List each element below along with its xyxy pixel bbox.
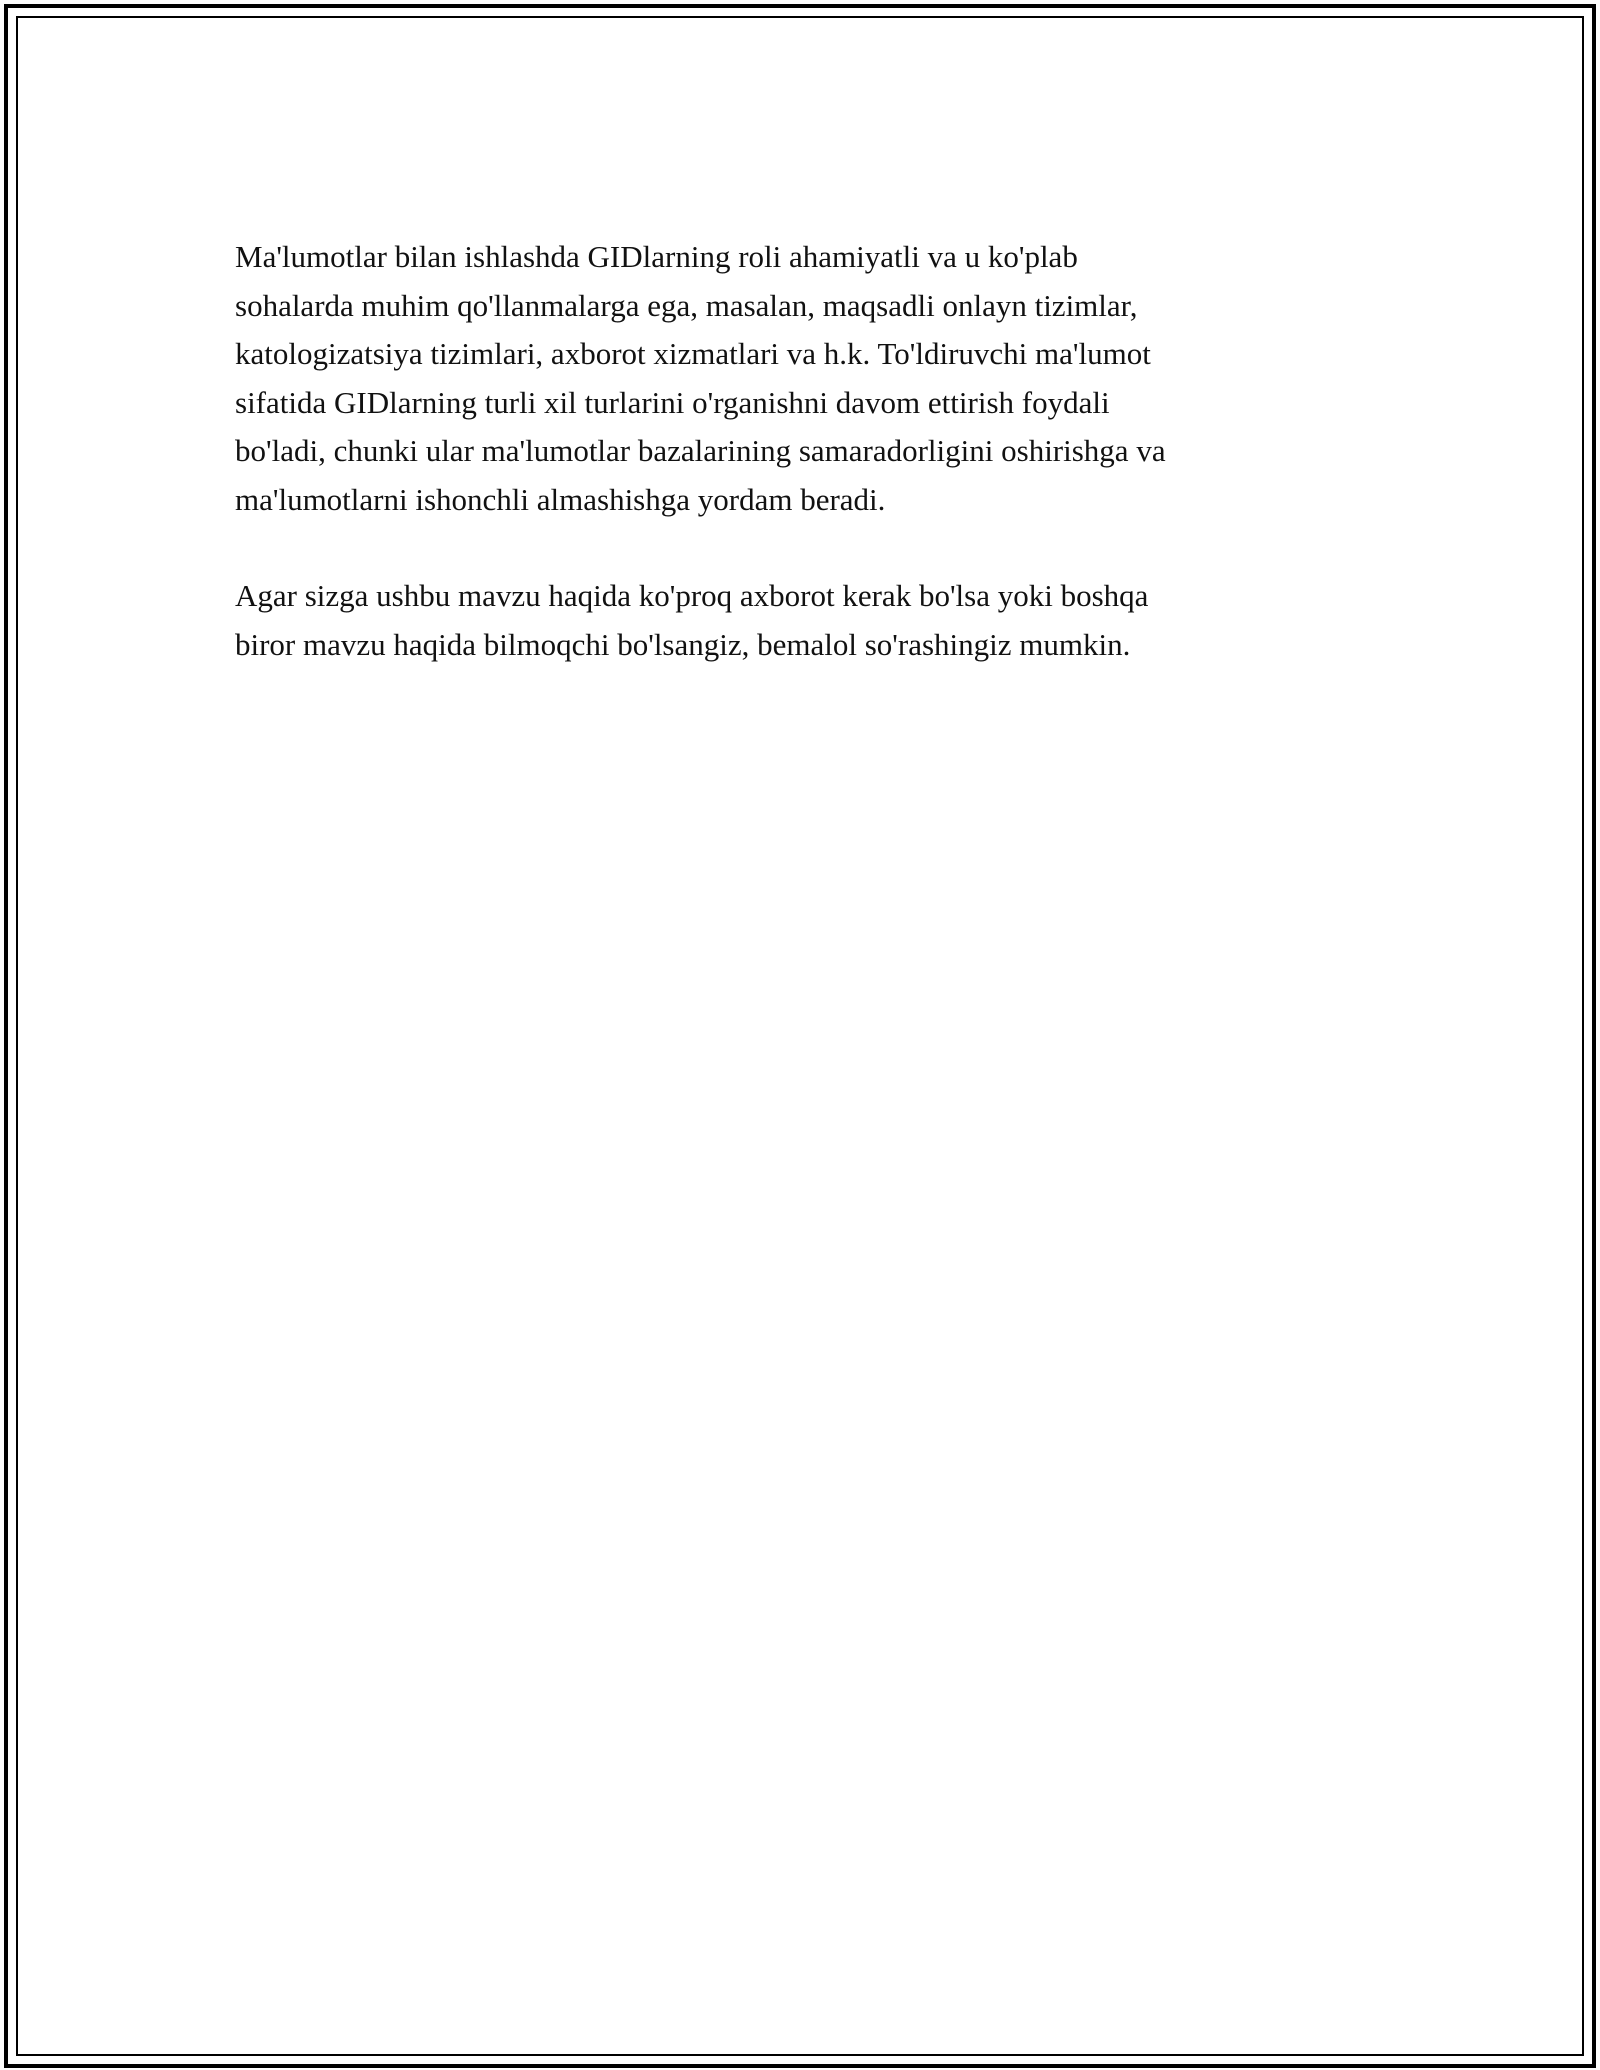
document-body (235, 233, 1375, 669)
paragraph-1: Ma'lumotlar bilan ishlashda GIDlarning roli ahamiyatli va u ko'plab sohalarda muhim qo'llanmalarga ega, masalan, maqsadli onlayn tizimlar, katologizatsiya tizimlari, axborot xizmatlari va h.k. To'ldiruvchi ma'lumot sifatida GIDlarning turli xil turlarini o'rganishni davom ettirish foydali bo'ladi, chunki ular ma'lumotlar bazalarining samaradorligini oshirishga va ma'lumotlarni ishonchli almashishga yordam beradi. (235, 239, 1166, 517)
paragraph-2: Agar sizga ushbu mavzu haqida ko'proq axborot kerak bo'lsa yoki boshqa biror mavzu haqida bilmoqchi bo'lsangiz, bemalol so'rashingiz mumkin. (235, 578, 1149, 662)
